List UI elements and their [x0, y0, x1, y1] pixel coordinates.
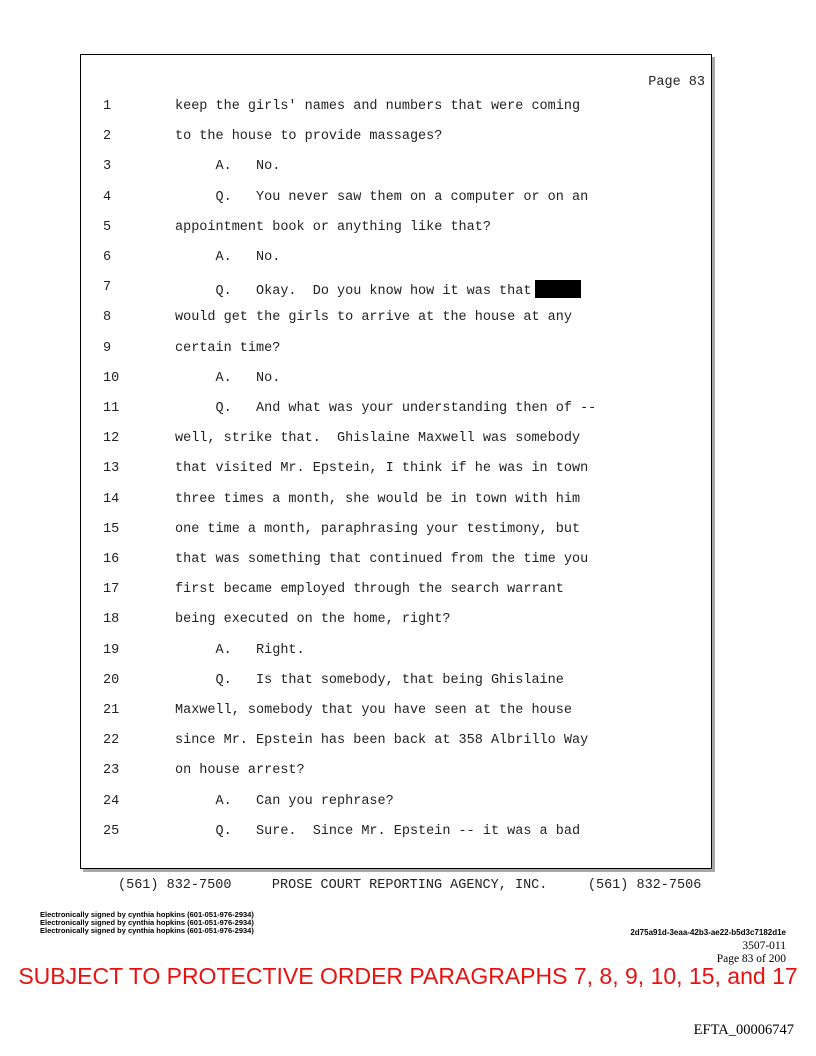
transcript-line	[81, 703, 711, 723]
line-text-content: A. Can you rephrase?	[175, 793, 394, 809]
efta-number: EFTA_00006747	[693, 1022, 794, 1038]
transcript-line	[81, 99, 711, 119]
line-number: 24	[103, 793, 120, 809]
line-text	[175, 280, 581, 299]
line-text	[175, 220, 491, 235]
line-text	[175, 673, 564, 688]
line-number: 4	[103, 189, 112, 205]
line-number: 2	[103, 129, 112, 145]
transcript-line	[81, 341, 711, 361]
agency-footer: (561) 832-7500 PROSE COURT REPORTING AGENCY, INC. (561) 832-7506	[118, 878, 702, 893]
line-number: 23	[103, 763, 120, 779]
transcript-line	[81, 492, 711, 512]
line-text	[175, 310, 572, 325]
line-text-content: Maxwell, somebody that you have seen at the house	[175, 703, 572, 718]
line-text-content: first became employed through the search warrant	[175, 582, 564, 598]
transcript-line	[81, 643, 711, 663]
line-text-content: keep the girls' names and numbers that were coming	[175, 99, 581, 114]
document-hash: 2d75a91d-3eaa-42b3-ae22-b5d3c7182d1e	[630, 928, 786, 937]
line-text-content: Q. Okay. Do you know how it was that	[175, 284, 532, 300]
line-text	[175, 552, 588, 567]
line-text-content: on house arrest?	[175, 763, 305, 779]
line-number: 12	[103, 431, 120, 447]
line-number: 1	[103, 99, 112, 114]
line-text-content: well, strike that. Ghislaine Maxwell was somebody	[175, 431, 581, 447]
transcript-line	[81, 190, 711, 210]
line-number: 6	[103, 250, 112, 265]
line-text	[175, 643, 305, 658]
line-text	[175, 824, 580, 839]
line-number: 20	[103, 672, 120, 688]
line-text	[175, 250, 280, 265]
line-text	[175, 582, 564, 597]
line-text	[175, 461, 588, 476]
line-text-content: that visited Mr. Epstein, I think if he was in town	[175, 461, 589, 477]
line-text-content: would get the girls to arrive at the house at any	[175, 310, 572, 326]
line-text-content: three times a month, she would be in town with him	[175, 491, 581, 507]
line-number: 11	[103, 401, 120, 416]
line-text-content: Q. You never saw them on a computer or on an	[175, 189, 589, 205]
line-text	[175, 431, 580, 446]
transcript-line	[81, 552, 711, 572]
line-number: 15	[103, 521, 120, 537]
transcript-line	[81, 159, 711, 179]
line-text-content: A. No.	[175, 159, 281, 175]
transcript-line	[81, 612, 711, 632]
line-text	[175, 371, 280, 386]
line-text	[175, 703, 572, 718]
line-text-content: Q. And what was your understanding then of --	[175, 401, 597, 416]
line-text-content: one time a month, paraphrasing your testimony, but	[175, 521, 581, 537]
line-text	[175, 794, 394, 809]
line-text	[175, 190, 588, 205]
line-text-content: A. No.	[175, 250, 281, 265]
protective-order-notice: SUBJECT TO PROTECTIVE ORDER PARAGRAPHS 7, 8, 9, 10, 15, and 17	[18, 963, 798, 989]
line-text-content: that was something that continued from the time you	[175, 552, 589, 567]
line-number: 3	[103, 159, 112, 175]
line-text	[175, 401, 596, 416]
line-number: 10	[103, 370, 120, 386]
line-number: 7	[103, 280, 112, 296]
line-number: 17	[103, 582, 120, 598]
line-number: 21	[103, 703, 120, 718]
line-text	[175, 733, 588, 748]
line-text	[175, 341, 280, 356]
transcript-line	[81, 401, 711, 421]
page-label: Page 83	[648, 75, 705, 90]
line-number: 25	[103, 823, 120, 839]
transcript-line	[81, 824, 711, 844]
line-text	[175, 522, 580, 537]
redaction-box	[535, 280, 581, 298]
transcript-line	[81, 371, 711, 391]
line-text	[175, 763, 305, 778]
line-text	[175, 99, 580, 114]
signature-line: Electronically signed by cynthia hopkins (601-051-976-2934)	[40, 926, 254, 935]
line-text-content: Q. Is that somebody, that being Ghislaine	[175, 672, 564, 688]
transcript-line	[81, 461, 711, 481]
transcript-line	[81, 250, 711, 270]
transcript-line	[81, 431, 711, 451]
transcript-line	[81, 763, 711, 783]
line-text-content: since Mr. Epstein has been back at 358 Albrillo Way	[175, 733, 589, 749]
transcript-line	[81, 129, 711, 149]
line-number: 13	[103, 461, 120, 477]
transcript-page	[80, 54, 712, 869]
transcript-line	[81, 673, 711, 693]
line-text	[175, 492, 580, 507]
line-text-content: being executed on the home, right?	[175, 612, 451, 628]
line-number: 22	[103, 733, 120, 749]
page-of-total: Page 83 of 200	[716, 953, 786, 965]
transcript-line	[81, 220, 711, 240]
line-text-content: to the house to provide massages?	[175, 129, 443, 145]
line-number: 19	[103, 642, 120, 658]
transcript-line	[81, 733, 711, 753]
transcript-line	[81, 794, 711, 814]
transcript-line	[81, 280, 711, 300]
signature-line: Electronically signed by cynthia hopkins (601-051-976-2934)	[40, 918, 254, 927]
line-number: 16	[103, 552, 120, 567]
transcript-line	[81, 582, 711, 602]
document-number: 3507-011	[742, 940, 786, 952]
signature-line: Electronically signed by cynthia hopkins (601-051-976-2934)	[40, 910, 254, 919]
line-text	[175, 612, 450, 627]
line-text	[175, 159, 280, 174]
line-number: 5	[103, 219, 112, 235]
transcript-line	[81, 522, 711, 542]
line-number: 8	[103, 310, 112, 326]
line-text-content: certain time?	[175, 340, 281, 356]
line-text-content: A. Right.	[175, 642, 305, 658]
line-number: 9	[103, 340, 112, 356]
line-number: 18	[103, 612, 120, 628]
line-text-content: A. No.	[175, 370, 281, 386]
line-number: 14	[103, 491, 120, 507]
line-text	[175, 129, 442, 144]
line-text-content: Q. Sure. Since Mr. Epstein -- it was a bad	[175, 823, 581, 839]
line-text-content: appointment book or anything like that?	[175, 219, 491, 235]
transcript-line	[81, 310, 711, 330]
